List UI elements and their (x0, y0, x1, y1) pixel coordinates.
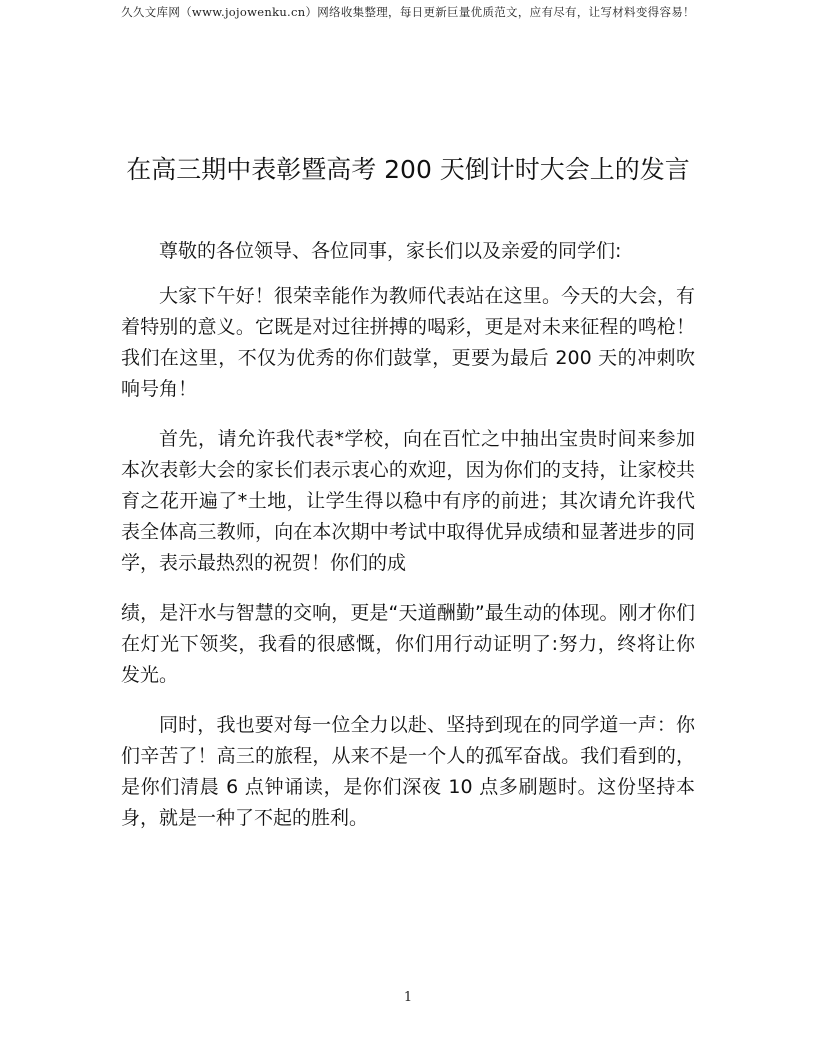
page-header: 久久文库网（www.jojowenku.cn）网络收集整理，每日更新巨量优质范文，应有尽有，让写材料变得容易！ (121, 5, 695, 19)
document-body (121, 236, 695, 853)
paragraph-greeting: 大家下午好！很荣幸能作为教师代表站在这里。今天的大会，有着特别的意义。它既是对过往拼搏的喝彩，更是对未来征程的鸣枪！我们在这里，不仅为优秀的你们鼓掌，更要为最后 200 天的冲刺吹响号角！ (121, 285, 695, 400)
paragraph-thanks: 首先，请允许我代表*学校，向在百忙之中抽出宝贵时间来参加本次表彰大会的家长们表示衷心的欢迎，因为你们的支持，让家校共育之花开遍了*土地，让学生得以稳中有序的前进；其次请允许我代表全体高三教师，向在本次期中考试中取得优异成绩和显著进步的同学，表示最热烈的祝贺！你们的成 (121, 428, 695, 574)
salutation: 尊敬的各位领导、各位同事，家长们以及亲爱的同学们: (159, 240, 622, 262)
paragraph-thanks-continued: 绩，是汗水与智慧的交响，更是“天道酬勤”最生动的体现。刚才你们在灯光下领奖，我看的很感慨，你们用行动证明了:努力，终将让你发光。 (121, 602, 695, 686)
page-number: 1 (403, 990, 413, 1005)
document-title: 在高三期中表彰暨高考 200 天倒计时大会上的发言 (126, 155, 690, 184)
paragraph-encouragement: 同时，我也要对每一位全力以赴、坚持到现在的同学道一声：你们辛苦了！高三的旅程，从来不是一个人的孤军奋战。我们看到的，是你们清晨 6 点钟诵读，是你们深夜 10 点多刷题时。这份坚持本身，就是一种了不起的胜利。 (121, 714, 695, 829)
